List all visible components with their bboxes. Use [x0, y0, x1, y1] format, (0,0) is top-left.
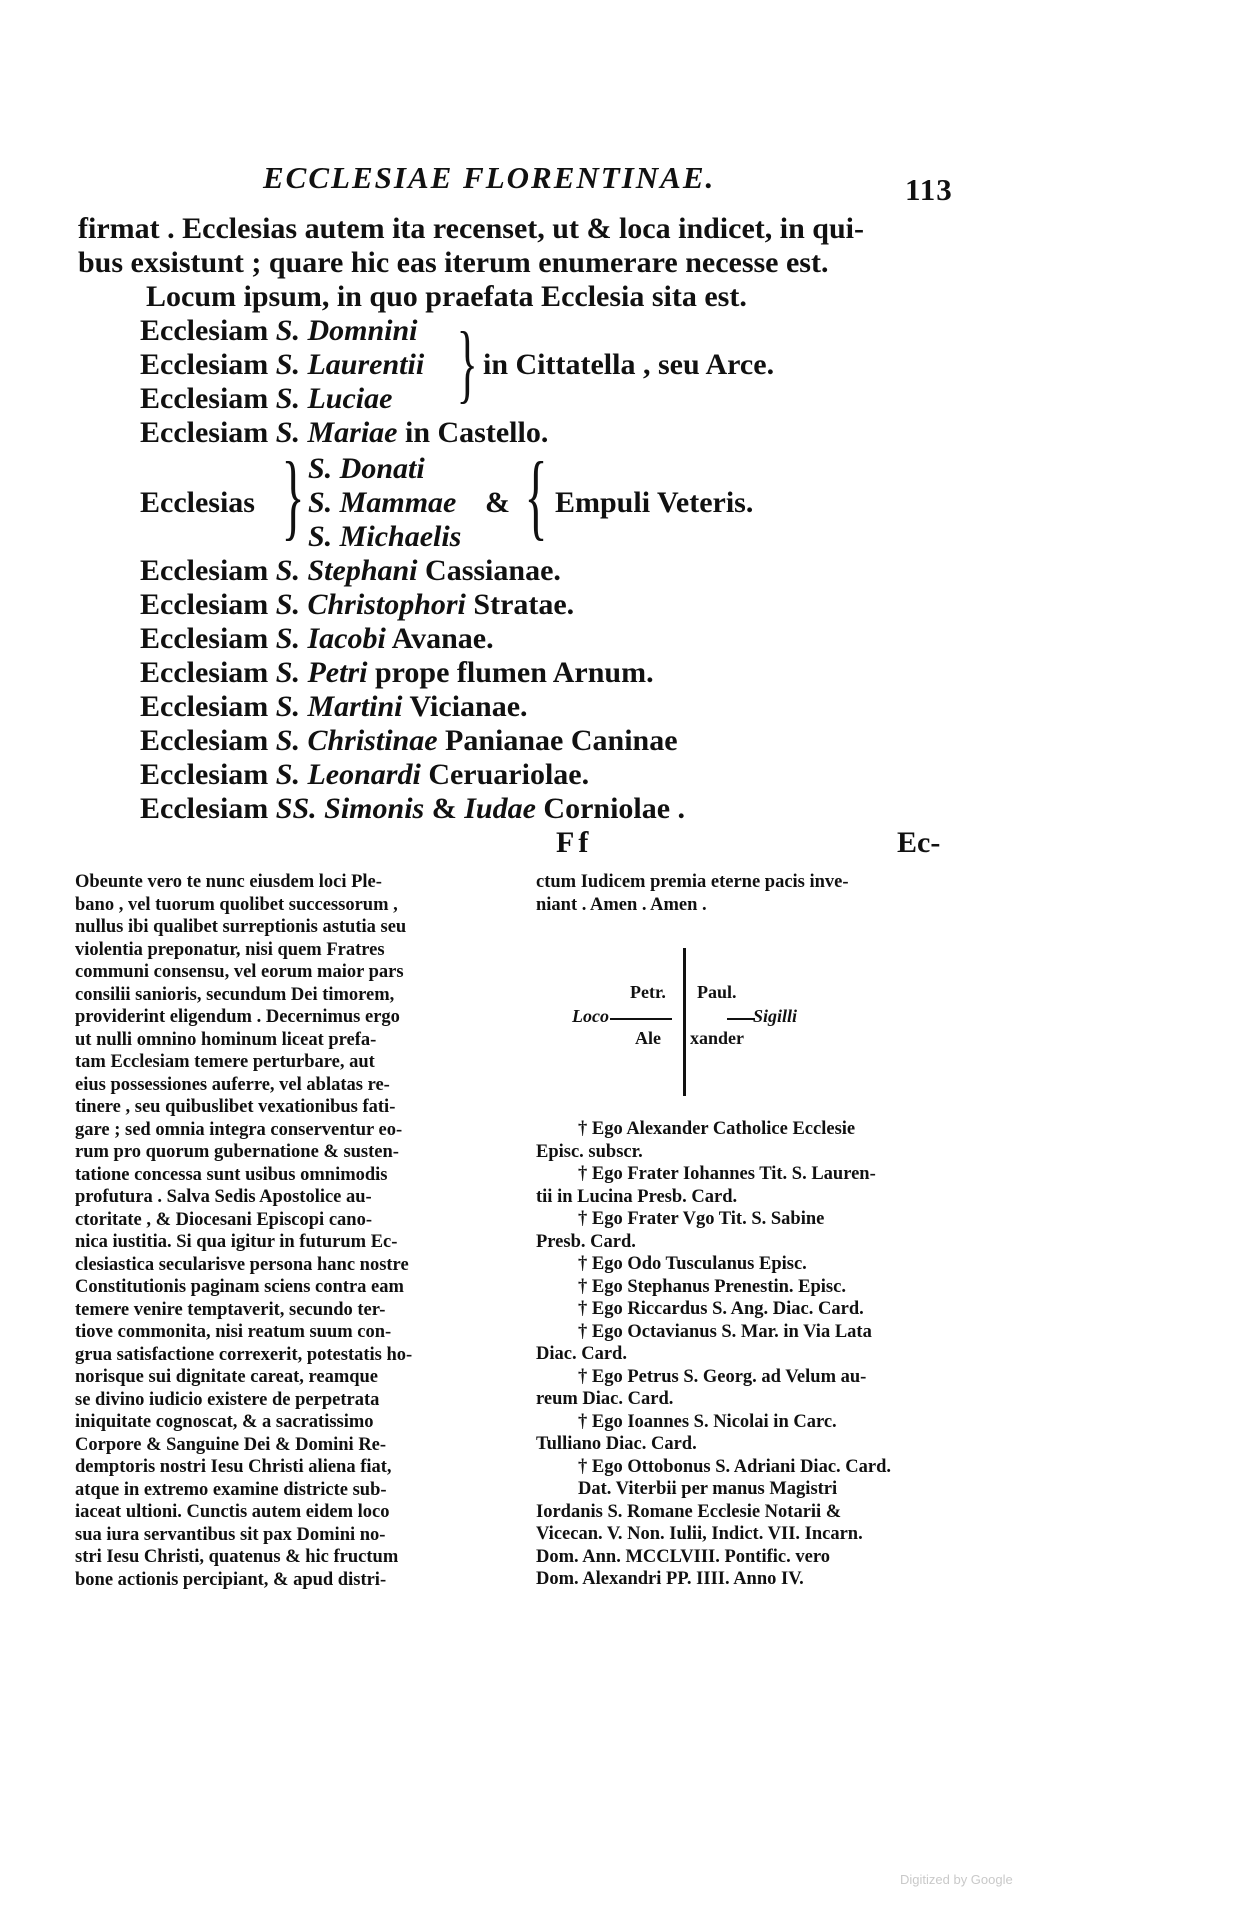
- right-column-intro: [536, 871, 976, 916]
- saint-name: SS. Simonis: [275, 792, 425, 825]
- saint-name: S. Petri: [275, 656, 368, 689]
- saint-name: S. Laurentii: [275, 348, 425, 381]
- church-list-item: [140, 758, 589, 792]
- signature-line: Diac. Card.: [536, 1344, 627, 1364]
- saint-name: S. Martini: [275, 690, 403, 723]
- signature-line: Dat. Viterbii per manus Magistri: [578, 1479, 838, 1499]
- text-line: clesiastica secularisve persona hanc nostre: [75, 1254, 409, 1275]
- signature-line: Dom. Ann. MCCLVIII. Pontific. vero: [536, 1546, 830, 1567]
- signature-line: Iordanis S. Romane Ecclesie Notarii &: [536, 1501, 842, 1522]
- signature-line: † Ego Alexander Catholice Ecclesie: [578, 1119, 856, 1139]
- ecclesiam-label: Ecclesiam: [140, 792, 269, 825]
- text-line: ctoritate , & Diocesani Episcopi cano-: [75, 1209, 372, 1230]
- seal-loco: Loco: [572, 1006, 609, 1026]
- saint-name: S. Domnini: [275, 314, 418, 347]
- saint-mammae: S. Mammae: [308, 486, 457, 519]
- left-column: [75, 871, 520, 1591]
- text-line: tatione concessa sunt usibus omnimodis: [75, 1164, 388, 1185]
- text-line: Obeunte vero te nunc eiusdem loci Ple-: [75, 872, 382, 892]
- place-name: Stratae.: [473, 588, 575, 621]
- text-line: rum pro quorum gubernatione & susten-: [75, 1142, 399, 1162]
- church-domnini: [140, 314, 418, 348]
- place-name: in Castello.: [404, 416, 549, 449]
- ecclesiam-label: Ecclesiam: [140, 622, 269, 655]
- signature-line: reum Diac. Card.: [536, 1389, 674, 1409]
- signature-line: † Ego Ottobonus S. Adriani Diac. Card.: [578, 1456, 892, 1477]
- ecclesias-label: Ecclesias: [140, 486, 255, 519]
- brace-right-icon: }: [281, 442, 305, 549]
- signature-line: Tulliano Diac. Card.: [536, 1434, 697, 1454]
- text-line: Corpore & Sanguine Dei & Domini Re-: [75, 1434, 387, 1455]
- ecclesiam-label: Ecclesiam: [140, 314, 269, 347]
- text-line: bone actionis percipiant, & apud distri-: [75, 1569, 387, 1590]
- signature-line: † Ego Ioannes S. Nicolai in Carc.: [578, 1411, 837, 1432]
- signature-line: Presb. Card.: [536, 1231, 636, 1252]
- text-line: Constitutionis paginam sciens contra eam: [75, 1277, 404, 1297]
- text-line: norisque sui dignitate careat, reamque: [75, 1367, 379, 1387]
- text-line: tiove commonita, nisi reatum suum con-: [75, 1322, 392, 1342]
- text-line: gare ; sed omnia integra conserventur eo-: [75, 1119, 403, 1140]
- text-line: iaceat ultioni. Cunctis autem eidem loco: [75, 1502, 390, 1522]
- church-laurentii: [140, 348, 424, 382]
- signature-line: Dom. Alexandri PP. IIII. Anno IV.: [536, 1569, 804, 1589]
- intro-line-2: bus exsistunt ; quare hic eas iterum enumerare necesse est.: [78, 246, 829, 279]
- saint-name-2: Iudae: [464, 792, 536, 825]
- text-line: bano , vel tuorum quolibet successorum ,: [75, 894, 398, 915]
- signature-line: † Ego Petrus S. Georg. ad Velum au-: [578, 1366, 867, 1387]
- seal-xander: xander: [690, 1028, 744, 1048]
- signature-line: † Ego Riccardus S. Ang. Diac. Card.: [578, 1299, 864, 1319]
- place-name: prope flumen Arnum.: [374, 656, 654, 689]
- ecclesiam-label: Ecclesiam: [140, 690, 269, 723]
- brace-left-icon: {: [524, 442, 548, 549]
- signature-mark: Ff: [556, 826, 593, 859]
- church-list-item: [140, 724, 678, 758]
- ecclesiam-label: Ecclesiam: [140, 382, 269, 415]
- signature-line: † Ego Octavianus S. Mar. in Via Lata: [578, 1321, 872, 1342]
- text-line: eius possessiones auferre, vel ablatas re-: [75, 1074, 390, 1095]
- and-sign: &: [431, 792, 457, 825]
- signature-line: † Ego Frater Iohannes Tit. S. Lauren-: [578, 1164, 876, 1184]
- running-title: ECCLESIAE FLORENTINAE.: [263, 160, 716, 195]
- ecclesiam-label: Ecclesiam: [140, 588, 269, 621]
- place-name: Ceruariolae.: [428, 758, 590, 791]
- text-line: tam Ecclesiam temere perturbare, aut: [75, 1052, 375, 1072]
- saint-name: S. Mariae: [275, 416, 398, 449]
- text-line: sua iura servantibus sit pax Domini no-: [75, 1524, 386, 1545]
- ecclesiam-label: Ecclesiam: [140, 656, 269, 689]
- place-name: Panianae Caninae: [445, 724, 678, 757]
- text-line: ctum Iudicem premia eterne pacis inve-: [536, 872, 849, 892]
- seal-sigilli: Sigilli: [753, 1006, 798, 1026]
- signature-line: † Ego Stephanus Prenestin. Episc.: [578, 1276, 846, 1297]
- text-line: ut nulli omnino hominum liceat prefa-: [75, 1029, 377, 1050]
- seal-cross-vertical: [683, 948, 686, 1096]
- signature-line: tii in Lucina Presb. Card.: [536, 1186, 738, 1207]
- church-mariae: [140, 416, 548, 450]
- place-name: Corniolae .: [543, 792, 686, 825]
- ecclesiam-label: Ecclesiam: [140, 758, 269, 791]
- catchword: Ec-: [897, 826, 941, 859]
- cittatella-location: in Cittatella , seu Arce.: [483, 348, 775, 381]
- church-list-item: [140, 554, 561, 588]
- seal-paul: Paul.: [697, 982, 737, 1002]
- ecclesiam-label: Ecclesiam: [140, 416, 269, 449]
- page-number: 113: [905, 172, 953, 207]
- text-line: consilii sanioris, secundum Dei timorem,: [75, 984, 395, 1005]
- saint-name: S. Stephani: [275, 554, 418, 587]
- text-line: tinere , seu quibuslibet vexationibus fati-: [75, 1097, 396, 1117]
- text-line: providerint eligendum . Decernimus ergo: [75, 1007, 400, 1027]
- ecclesiam-label: Ecclesiam: [140, 724, 269, 757]
- ecclesiam-label: Ecclesiam: [140, 554, 269, 587]
- signature-line: † Ego Frater Vgo Tit. S. Sabine: [578, 1209, 825, 1229]
- text-line: grua satisfactione correxerit, potestatis ho-: [75, 1344, 413, 1365]
- saint-name: S. Christinae: [275, 724, 438, 757]
- seal-ale: Ale: [635, 1028, 661, 1048]
- intro-line-1: firmat . Ecclesias autem ita recenset, ut & loca indicet, in qui-: [78, 212, 864, 245]
- saint-name: S. Luciae: [275, 382, 393, 415]
- right-column-signatures: [536, 1118, 976, 1591]
- church-list-item: [140, 656, 654, 690]
- saint-name: S. Leonardi: [275, 758, 421, 791]
- signature-line: Vicecan. V. Non. Iulii, Indict. VII. Incarn.: [536, 1524, 863, 1544]
- text-line: nica iustitia. Si qua igitur in futurum Ec-: [75, 1232, 398, 1252]
- place-name: Avanae.: [391, 622, 494, 655]
- saint-michaelis: S. Michaelis: [308, 520, 462, 553]
- place-name: Vicianae.: [409, 690, 528, 723]
- church-list-item: [140, 690, 528, 724]
- text-line: atque in extremo examine districte sub-: [75, 1479, 387, 1500]
- signature-line: Episc. subscr.: [536, 1141, 643, 1162]
- saint-name: S. Iacobi: [275, 622, 386, 655]
- saint-donati: S. Donati: [308, 452, 425, 485]
- church-list-item: [140, 588, 574, 622]
- church-luciae: [140, 382, 392, 416]
- and-sign: &: [485, 486, 510, 519]
- watermark: Digitized by Google: [900, 1872, 1013, 1887]
- church-list-item: [140, 792, 685, 826]
- saint-name: S. Christophori: [275, 588, 466, 621]
- locum-line: Locum ipsum, in quo praefata Ecclesia sita est.: [146, 280, 747, 313]
- text-line: temere venire temptaverit, secundo ter-: [75, 1299, 386, 1320]
- text-line: profutura . Salva Sedis Apostolice au-: [75, 1187, 372, 1207]
- text-line: niant . Amen . Amen .: [536, 894, 707, 915]
- seal-rule-left: [610, 1018, 672, 1020]
- ecclesiam-label: Ecclesiam: [140, 348, 269, 381]
- signature-line: † Ego Odo Tusculanus Episc.: [578, 1254, 807, 1274]
- text-line: se divino iudicio existere de perpetrata: [75, 1389, 380, 1410]
- church-list-item: [140, 622, 494, 656]
- place-name: Cassianae.: [425, 554, 561, 587]
- seal-petr: Petr.: [630, 982, 666, 1002]
- text-line: communi consensu, vel eorum maior pars: [75, 962, 404, 982]
- text-line: nullus ibi qualibet surreptionis astutia seu: [75, 917, 407, 937]
- text-line: violentia preponatur, nisi quem Fratres: [75, 939, 385, 960]
- empoli-location: Empuli Veteris.: [555, 486, 754, 519]
- text-line: demptoris nostri Iesu Christi aliena fiat,: [75, 1457, 392, 1477]
- text-line: iniquitate cognoscat, & a sacratissimo: [75, 1412, 374, 1432]
- seal-rule-right: [727, 1018, 755, 1020]
- text-line: stri Iesu Christi, quatenus & hic fructum: [75, 1547, 399, 1567]
- brace-right-icon: }: [456, 315, 478, 412]
